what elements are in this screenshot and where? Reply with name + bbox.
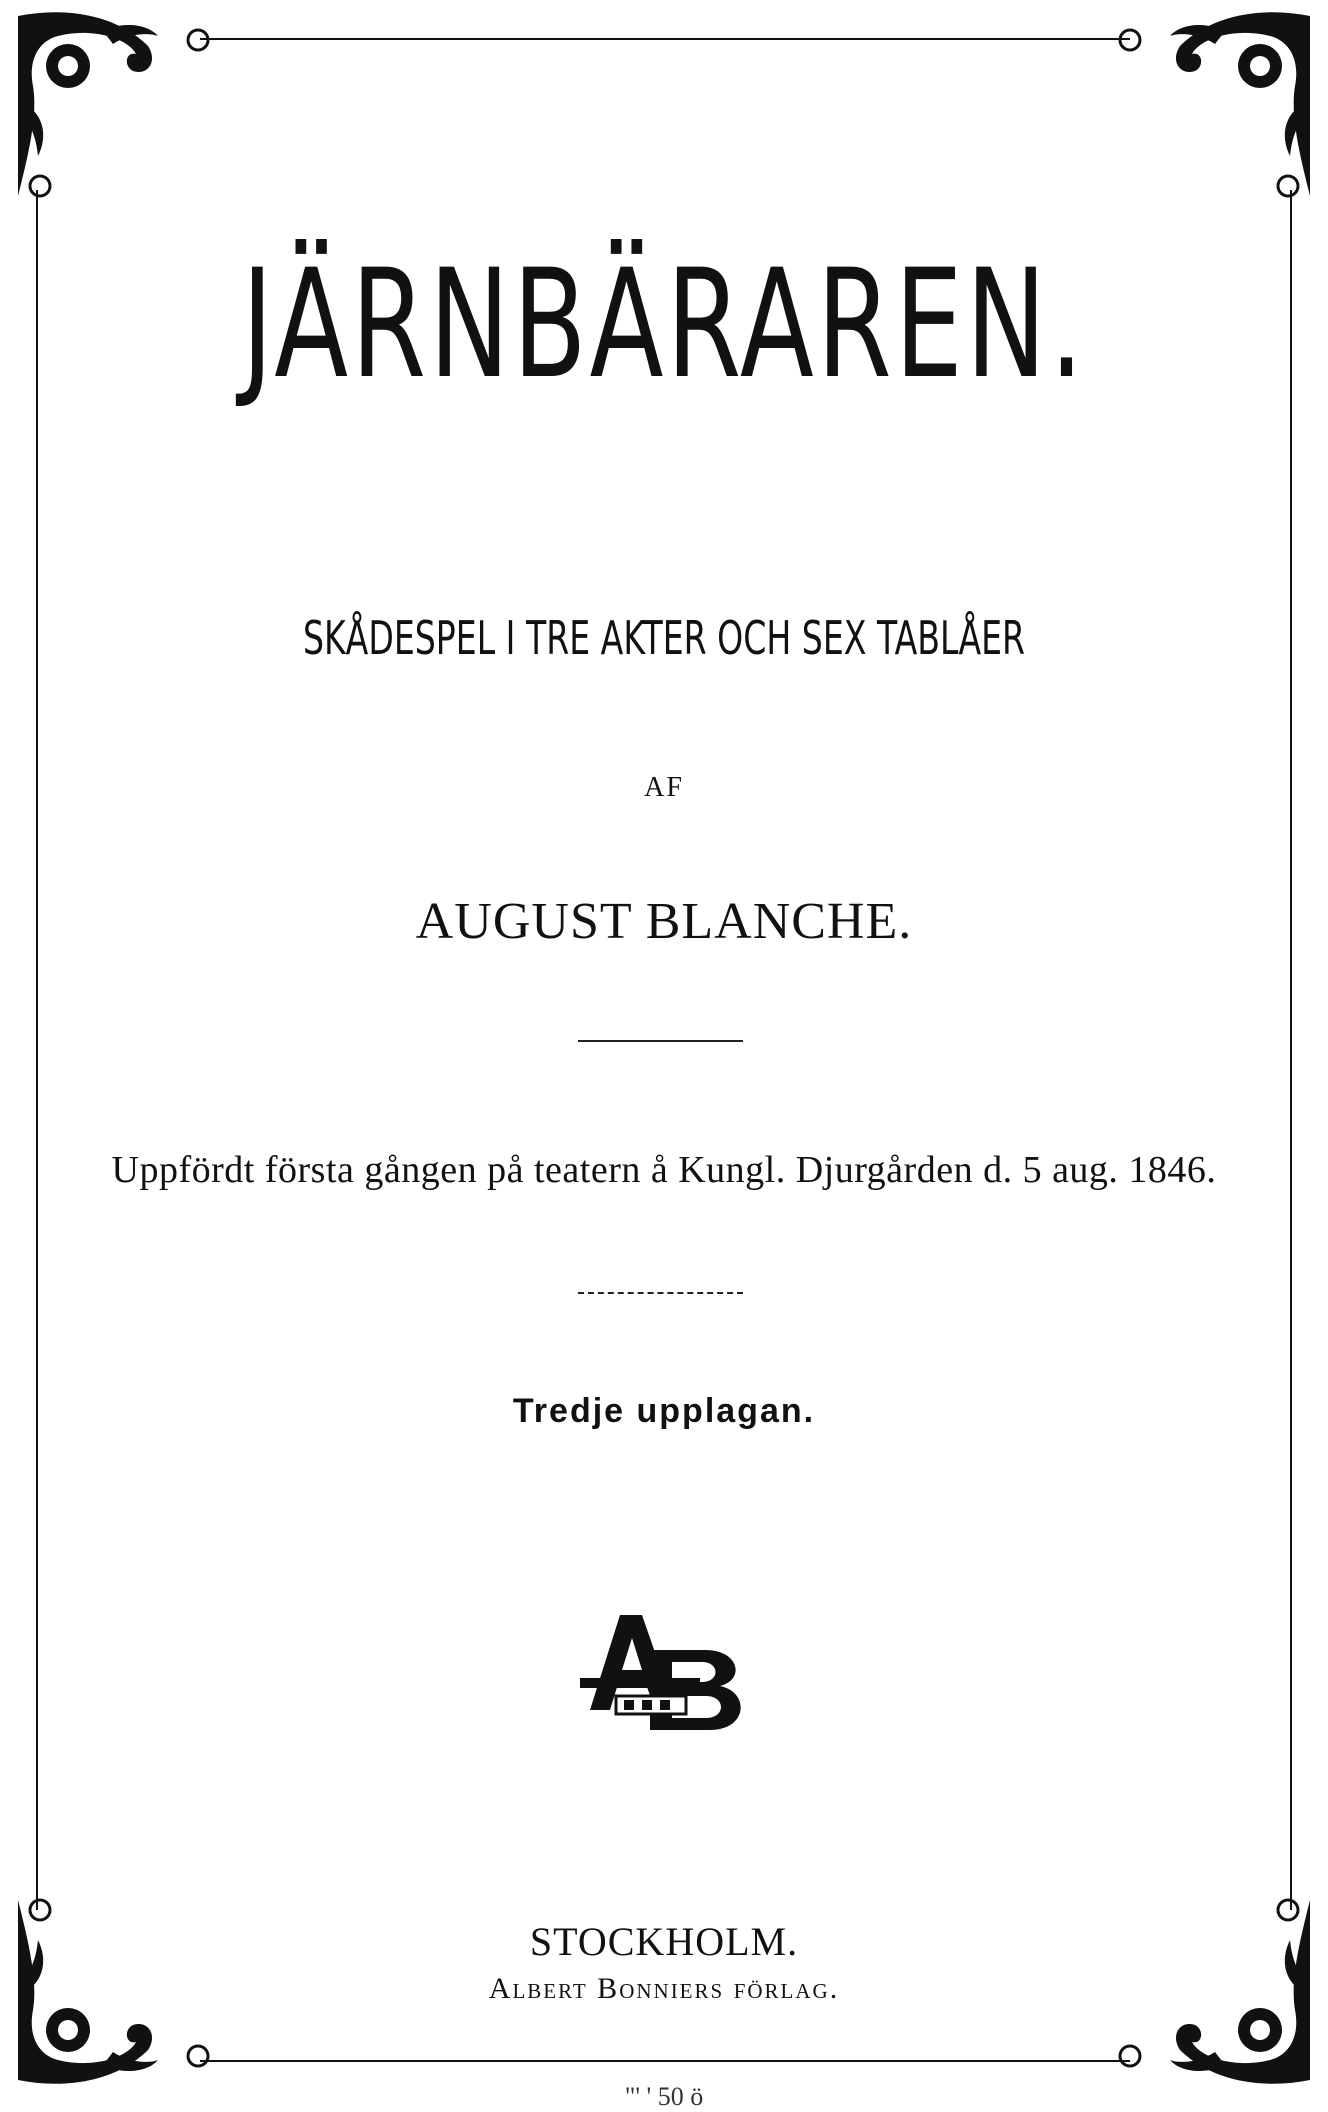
author-name: AUGUST BLANCHE. (415, 893, 913, 950)
frame-top-rule (200, 38, 1130, 40)
edition-label: Tredje upplagan. (512, 1392, 816, 1430)
footer-fragment: "' ' 50 ö (624, 2082, 704, 2111)
book-title: JÄRNBÄRAREN. (241, 238, 1087, 412)
publication-city: STOCKHOLM. (529, 1919, 799, 1964)
floral-scroll-ornament-icon (1100, 6, 1320, 206)
frame-bottom-rule (200, 2060, 1130, 2062)
floral-scroll-ornament-icon (8, 6, 228, 206)
premiere-note: Uppfördt första gången på teatern å Kungl. Djurgården d. 5 aug. 1846. (111, 1149, 1217, 1191)
publisher-logo (580, 1610, 755, 1740)
separator-rule (578, 1292, 743, 1294)
frame-right-rule (1290, 190, 1292, 1910)
publisher-name: Albert Bonniers förlag. (488, 1972, 840, 2005)
separator-rule (578, 1040, 743, 1042)
byline: AF (644, 772, 684, 803)
book-subtitle: SKÅDESPEL I TRE AKTER OCH SEX TABLÅER (302, 611, 1026, 665)
frame-left-rule (36, 190, 38, 1910)
